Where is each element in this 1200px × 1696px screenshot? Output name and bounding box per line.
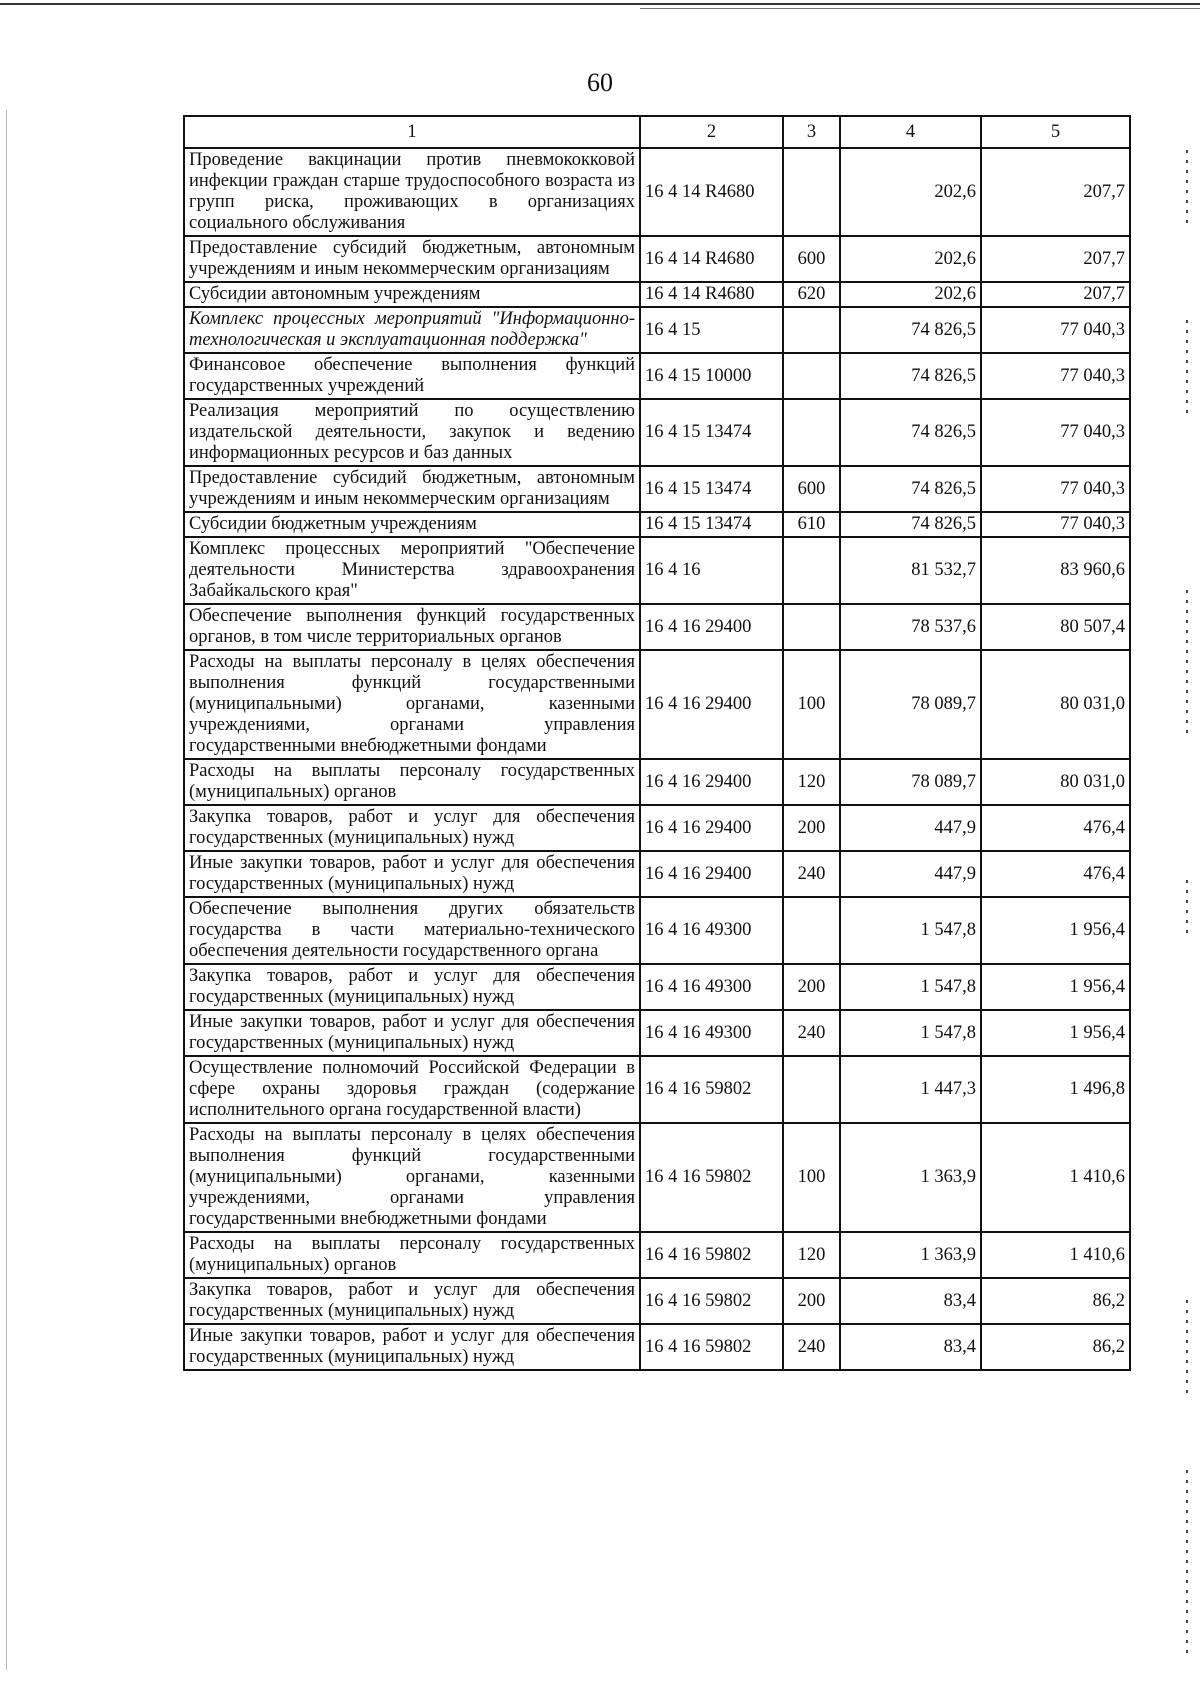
row-name-cell: Субсидии автономным учреждениям bbox=[184, 282, 640, 307]
row-name-cell: Проведение вакцинации против пневмококковой инфекции граждан старше трудоспособного возраста из групп риска, проживающих в организациях социального обслуживания bbox=[184, 148, 640, 236]
row-expense-type-cell: 100 bbox=[783, 650, 840, 759]
row-code-cell: 16 4 15 13474 bbox=[640, 512, 783, 537]
table-row bbox=[184, 1278, 1130, 1324]
row-value-2024-cell: 1 447,3 bbox=[840, 1056, 981, 1123]
scan-edge-mark bbox=[1186, 1470, 1188, 1660]
scan-border-line bbox=[0, 3, 1200, 5]
row-name-cell: Иные закупки товаров, работ и услуг для обеспечения государственных (муниципальных) нужд bbox=[184, 851, 640, 897]
row-code-cell: 16 4 15 13474 bbox=[640, 466, 783, 512]
row-value-2025-cell: 476,4 bbox=[981, 805, 1130, 851]
row-value-2024-cell: 202,6 bbox=[840, 282, 981, 307]
row-expense-type-cell bbox=[783, 537, 840, 604]
row-code-cell: 16 4 16 49300 bbox=[640, 1010, 783, 1056]
table-row bbox=[184, 805, 1130, 851]
table-row bbox=[184, 1232, 1130, 1278]
row-expense-type-cell bbox=[783, 1056, 840, 1123]
row-name-cell: Обеспечение выполнения функций государственных органов, в том числе территориальных органов bbox=[184, 604, 640, 650]
row-value-2024-cell: 1 363,9 bbox=[840, 1232, 981, 1278]
row-value-2025-cell: 86,2 bbox=[981, 1278, 1130, 1324]
row-value-2024-cell: 447,9 bbox=[840, 851, 981, 897]
row-expense-type-cell bbox=[783, 307, 840, 353]
table-row bbox=[184, 537, 1130, 604]
row-name-cell: Расходы на выплаты персоналу государственных (муниципальных) органов bbox=[184, 1232, 640, 1278]
table-row bbox=[184, 650, 1130, 759]
table-row bbox=[184, 512, 1130, 537]
row-expense-type-cell: 600 bbox=[783, 466, 840, 512]
row-value-2025-cell: 1 410,6 bbox=[981, 1232, 1130, 1278]
row-value-2025-cell: 80 031,0 bbox=[981, 650, 1130, 759]
row-name-cell: Предоставление субсидий бюджетным, автономным учреждениям и иным некоммерческим организациям bbox=[184, 236, 640, 282]
row-name-cell: Осуществление полномочий Российской Федерации в сфере охраны здоровья граждан (содержание исполнительного органа государственной власти) bbox=[184, 1056, 640, 1123]
row-expense-type-cell: 240 bbox=[783, 1010, 840, 1056]
row-expense-type-cell: 120 bbox=[783, 1232, 840, 1278]
row-value-2025-cell: 1 956,4 bbox=[981, 1010, 1130, 1056]
table-row bbox=[184, 1324, 1130, 1370]
row-code-cell: 16 4 16 59802 bbox=[640, 1232, 783, 1278]
scan-edge-mark bbox=[6, 110, 7, 1670]
row-value-2024-cell: 74 826,5 bbox=[840, 307, 981, 353]
row-value-2025-cell: 77 040,3 bbox=[981, 466, 1130, 512]
table-row bbox=[184, 236, 1130, 282]
row-name-cell: Обеспечение выполнения других обязательств государства в части материально-технического обеспечения деятельности государственного органа bbox=[184, 897, 640, 964]
row-value-2024-cell: 1 363,9 bbox=[840, 1123, 981, 1232]
table-row bbox=[184, 759, 1130, 805]
column-header: 1 bbox=[184, 116, 640, 148]
row-name-cell: Расходы на выплаты персоналу в целях обеспечения выполнения функций государственными (муниципальными) органами, казенными учреждениями, органами управления государственными внебюджетными фондами bbox=[184, 1123, 640, 1232]
row-value-2025-cell: 77 040,3 bbox=[981, 399, 1130, 466]
row-name-cell: Иные закупки товаров, работ и услуг для обеспечения государственных (муниципальных) нужд bbox=[184, 1010, 640, 1056]
table-row bbox=[184, 964, 1130, 1010]
scan-edge-mark bbox=[1186, 590, 1188, 740]
row-name-cell: Комплекс процессных мероприятий "Обеспечение деятельности Министерства здравоохранения Забайкальского края" bbox=[184, 537, 640, 604]
table-row bbox=[184, 399, 1130, 466]
row-expense-type-cell: 200 bbox=[783, 1278, 840, 1324]
table-row bbox=[184, 851, 1130, 897]
scan-edge-mark bbox=[1186, 320, 1188, 420]
row-expense-type-cell: 240 bbox=[783, 851, 840, 897]
row-value-2025-cell: 77 040,3 bbox=[981, 512, 1130, 537]
table-row bbox=[184, 307, 1130, 353]
row-value-2024-cell: 1 547,8 bbox=[840, 897, 981, 964]
row-expense-type-cell bbox=[783, 604, 840, 650]
row-expense-type-cell bbox=[783, 148, 840, 236]
row-name-cell: Закупка товаров, работ и услуг для обеспечения государственных (муниципальных) нужд bbox=[184, 1278, 640, 1324]
row-value-2025-cell: 207,7 bbox=[981, 148, 1130, 236]
row-name-cell: Закупка товаров, работ и услуг для обеспечения государственных (муниципальных) нужд bbox=[184, 805, 640, 851]
row-code-cell: 16 4 15 13474 bbox=[640, 399, 783, 466]
row-value-2024-cell: 202,6 bbox=[840, 148, 981, 236]
column-header: 2 bbox=[640, 116, 783, 148]
row-name-cell: Реализация мероприятий по осуществлению издательской деятельности, закупок и ведению информационных ресурсов и баз данных bbox=[184, 399, 640, 466]
page-number: 60 bbox=[587, 68, 613, 97]
row-value-2024-cell: 83,4 bbox=[840, 1278, 981, 1324]
row-code-cell: 16 4 14 R4680 bbox=[640, 236, 783, 282]
column-header: 4 bbox=[840, 116, 981, 148]
row-expense-type-cell: 240 bbox=[783, 1324, 840, 1370]
row-code-cell: 16 4 14 R4680 bbox=[640, 148, 783, 236]
scan-border-line bbox=[640, 8, 1200, 9]
row-value-2025-cell: 1 496,8 bbox=[981, 1056, 1130, 1123]
table-row bbox=[184, 1010, 1130, 1056]
row-expense-type-cell: 120 bbox=[783, 759, 840, 805]
row-name-cell: Финансовое обеспечение выполнения функций государственных учреждений bbox=[184, 353, 640, 399]
row-value-2025-cell: 77 040,3 bbox=[981, 353, 1130, 399]
row-value-2025-cell: 86,2 bbox=[981, 1324, 1130, 1370]
row-value-2025-cell: 207,7 bbox=[981, 236, 1130, 282]
header-row bbox=[184, 116, 1130, 148]
row-value-2025-cell: 80 507,4 bbox=[981, 604, 1130, 650]
row-code-cell: 16 4 16 49300 bbox=[640, 964, 783, 1010]
table-row bbox=[184, 148, 1130, 236]
row-code-cell: 16 4 14 R4680 bbox=[640, 282, 783, 307]
row-expense-type-cell: 610 bbox=[783, 512, 840, 537]
row-expense-type-cell: 100 bbox=[783, 1123, 840, 1232]
row-expense-type-cell: 620 bbox=[783, 282, 840, 307]
row-expense-type-cell bbox=[783, 399, 840, 466]
row-code-cell: 16 4 16 59802 bbox=[640, 1278, 783, 1324]
table-row bbox=[184, 1123, 1130, 1232]
row-value-2024-cell: 78 089,7 bbox=[840, 650, 981, 759]
table-row bbox=[184, 897, 1130, 964]
row-value-2024-cell: 78 089,7 bbox=[840, 759, 981, 805]
row-code-cell: 16 4 16 29400 bbox=[640, 650, 783, 759]
table-row bbox=[184, 604, 1130, 650]
column-header: 3 bbox=[783, 116, 840, 148]
row-value-2024-cell: 78 537,6 bbox=[840, 604, 981, 650]
row-value-2024-cell: 74 826,5 bbox=[840, 353, 981, 399]
scan-edge-mark bbox=[1186, 150, 1188, 230]
row-code-cell: 16 4 16 29400 bbox=[640, 851, 783, 897]
table-row bbox=[184, 466, 1130, 512]
row-value-2025-cell: 1 956,4 bbox=[981, 897, 1130, 964]
row-expense-type-cell bbox=[783, 897, 840, 964]
table-row bbox=[184, 1056, 1130, 1123]
row-code-cell: 16 4 15 bbox=[640, 307, 783, 353]
row-value-2025-cell: 83 960,6 bbox=[981, 537, 1130, 604]
row-name-cell: Комплекс процессных мероприятий "Информационно-технологическая и эксплуатационная поддержка" bbox=[184, 307, 640, 353]
row-name-cell: Закупка товаров, работ и услуг для обеспечения государственных (муниципальных) нужд bbox=[184, 964, 640, 1010]
budget-table bbox=[183, 115, 1131, 1371]
row-value-2024-cell: 202,6 bbox=[840, 236, 981, 282]
row-value-2025-cell: 476,4 bbox=[981, 851, 1130, 897]
row-value-2024-cell: 83,4 bbox=[840, 1324, 981, 1370]
row-value-2025-cell: 1 410,6 bbox=[981, 1123, 1130, 1232]
row-value-2024-cell: 74 826,5 bbox=[840, 466, 981, 512]
row-value-2024-cell: 81 532,7 bbox=[840, 537, 981, 604]
row-code-cell: 16 4 16 29400 bbox=[640, 604, 783, 650]
row-expense-type-cell: 200 bbox=[783, 964, 840, 1010]
row-name-cell: Расходы на выплаты персоналу государственных (муниципальных) органов bbox=[184, 759, 640, 805]
row-value-2024-cell: 1 547,8 bbox=[840, 964, 981, 1010]
row-code-cell: 16 4 16 bbox=[640, 537, 783, 604]
row-expense-type-cell: 600 bbox=[783, 236, 840, 282]
row-code-cell: 16 4 16 49300 bbox=[640, 897, 783, 964]
row-value-2024-cell: 447,9 bbox=[840, 805, 981, 851]
scan-edge-mark bbox=[1186, 880, 1188, 940]
row-code-cell: 16 4 16 59802 bbox=[640, 1123, 783, 1232]
row-code-cell: 16 4 16 59802 bbox=[640, 1056, 783, 1123]
row-value-2025-cell: 1 956,4 bbox=[981, 964, 1130, 1010]
row-value-2025-cell: 207,7 bbox=[981, 282, 1130, 307]
column-header: 5 bbox=[981, 116, 1130, 148]
row-value-2024-cell: 74 826,5 bbox=[840, 512, 981, 537]
row-name-cell: Субсидии бюджетным учреждениям bbox=[184, 512, 640, 537]
row-value-2025-cell: 77 040,3 bbox=[981, 307, 1130, 353]
row-name-cell: Иные закупки товаров, работ и услуг для обеспечения государственных (муниципальных) нужд bbox=[184, 1324, 640, 1370]
table-row bbox=[184, 353, 1130, 399]
row-value-2024-cell: 1 547,8 bbox=[840, 1010, 981, 1056]
table-row bbox=[184, 282, 1130, 307]
row-value-2024-cell: 74 826,5 bbox=[840, 399, 981, 466]
row-expense-type-cell bbox=[783, 353, 840, 399]
table-body bbox=[184, 148, 1130, 1370]
scan-edge-mark bbox=[1186, 1300, 1188, 1400]
row-name-cell: Расходы на выплаты персоналу в целях обеспечения выполнения функций государственными (муниципальными) органами, казенными учреждениями, органами управления государственными внебюджетными фондами bbox=[184, 650, 640, 759]
row-value-2025-cell: 80 031,0 bbox=[981, 759, 1130, 805]
row-expense-type-cell: 200 bbox=[783, 805, 840, 851]
row-code-cell: 16 4 16 29400 bbox=[640, 759, 783, 805]
row-code-cell: 16 4 16 29400 bbox=[640, 805, 783, 851]
row-code-cell: 16 4 15 10000 bbox=[640, 353, 783, 399]
row-name-cell: Предоставление субсидий бюджетным, автономным учреждениям и иным некоммерческим организациям bbox=[184, 466, 640, 512]
row-code-cell: 16 4 16 59802 bbox=[640, 1324, 783, 1370]
